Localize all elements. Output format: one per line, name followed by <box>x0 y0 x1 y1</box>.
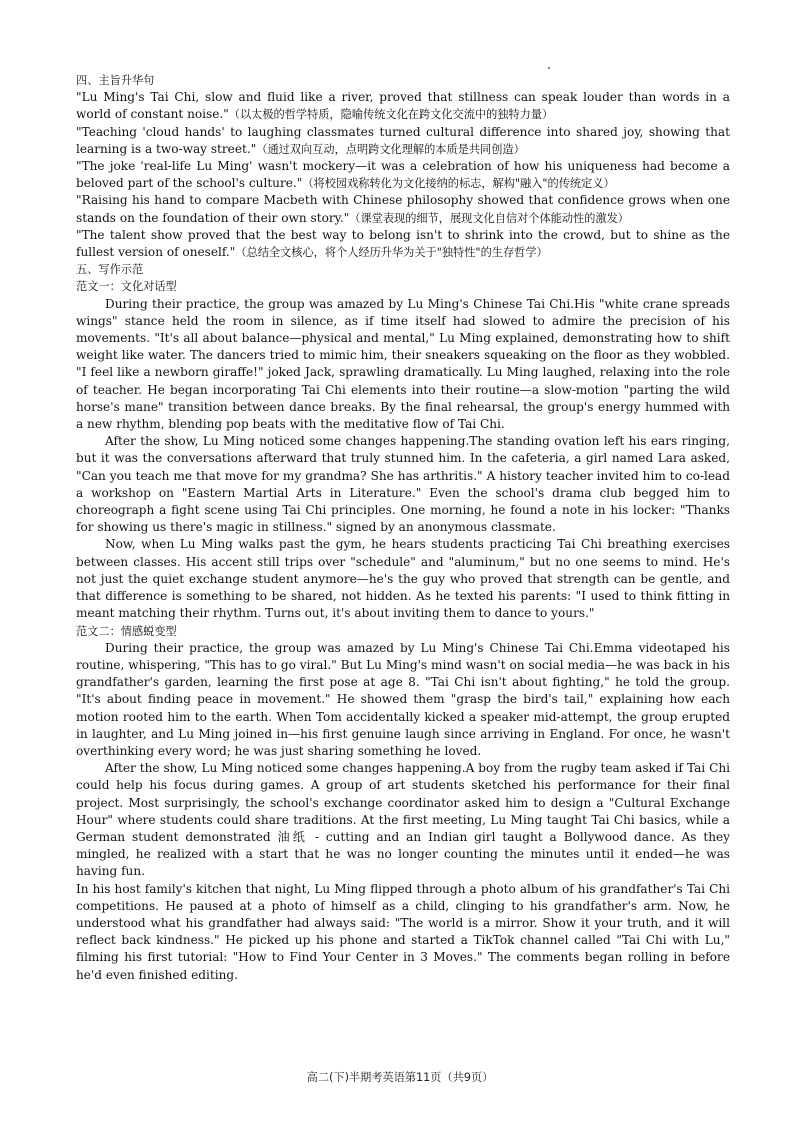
section-heading-4: 四、主旨升华句 <box>76 74 155 87</box>
essay-paragraph: After the show, Lu Ming noticed some changes happening.The standing ovation left his ears ringing, but it was the conversations afterward that truly stunned him. In the cafeteria, a girl named Lara asked, "Can you teach me that move for my grandma? She has arthritis." A history teacher invited him to co-lead a workshop on "Eastern Martial Arts in Literature." Even the school's drama club begged him to choreograph a fight scene using Tai Chi principles. One morning, he found a note in his locker: "Thanks for showing us there's magic in stillness." signed by an anonymous classmate. <box>76 434 730 535</box>
essay-paragraph: During their practice, the group was amazed by Lu Ming's Chinese Tai Chi.Emma videotaped his routine, whispering, "This has to go viral." But Lu Ming's mind wasn't on social media—he was back in his grandfather's garden, learning the first pose at age 8. "Tai Chi isn't about fighting," he told the group. "It's about finding peace in movement." He showed them "grasp the bird's tail," explaining how each motion rooted him to the earth. When Tom accidentally kicked a speaker mid-attempt, the group erupted in laughter, and Lu Ming joined in—his first genuine laugh since arriving in England. For once, he wasn't overthinking every word; he was just sharing something he loved. <box>76 640 730 758</box>
quote-chinese-note: （总结全文核心，将个人经历升华为关于"独特性"的生存哲学） <box>235 246 548 260</box>
quote-line <box>76 158 730 192</box>
quote-line <box>76 89 730 123</box>
quote-line <box>76 192 730 226</box>
section-heading-5: 五、写作示范 <box>76 263 144 277</box>
scan-speck <box>548 67 550 69</box>
quote-english: "The talent show proved that the best way to belong isn't to shrink into the crowd, but to shine as the fullest version of oneself." <box>76 227 730 260</box>
quote-chinese-note: （课堂表现的细节，展现文化自信对个体能动性的激发） <box>349 211 629 225</box>
essay-paragraph: During their practice, the group was amazed by Lu Ming's Chinese Tai Chi.His "white crane spreads wings" stance held the room in silence, as if time itself had slowed to admire the precision of his movements. "It's all about balance—physical and mental," Lu Ming explained, demonstrating how to shift weight like water. The dancers tried to mimic him, their sneakers squeaking on the floor as they wobbled. "I feel like a newborn giraffe!" joked Jack, sprawling dramatically. Lu Ming laughed, relaxing into the role of teacher. He began incorporating Tai Chi elements into their routine—a slow-motion "parting the wild horse's mane" transition between dance breaks. By the final rehearsal, the group's energy hummed with a new rhythm, blending pop beats with the meditative flow of Tai Chi. <box>76 296 730 432</box>
page-footer: 高二(下)半期考英语第11页（共9页） <box>306 1071 494 1084</box>
quote-english: "The joke 'real-life Lu Ming' wasn't mockery—it was a celebration of how his uniqueness had become a beloved part of the school's culture." <box>76 159 730 191</box>
quote-english: "Lu Ming's Tai Chi, slow and fluid like a river, proved that stillness can speak louder than words in a world of constant noise." <box>76 90 730 122</box>
essay-title-2: 范文二：情感蜕变型 <box>76 624 177 638</box>
quote-english: "Teaching 'cloud hands' to laughing classmates turned cultural difference into shared joy, showing that learning is a two-way street." <box>76 124 730 156</box>
quote-chinese-note: （将校园戏称转化为文化接纳的标志，解构"融入"的传统定义） <box>302 177 615 191</box>
quote-line <box>76 227 730 261</box>
quote-chinese-note: （以太极的哲学特质，隐喻传统文化在跨文化交流中的独特力量） <box>228 108 554 122</box>
essay-paragraph: In his host family's kitchen that night, Lu Ming flipped through a photo album of his grandfather's Tai Chi competitions. He paused at a photo of himself as a child, clinging to his grandfather's arm. Now, he understood what his grandfather had always said: "The world is a mirror. Show it your truth, and it will reflect back kindness." He picked up his phone and started a TikTok channel called "Tai Chi with Lu," filming his first tutorial: "How to Find Your Center in 3 Moves." The comments began rolling in before he'd even finished editing. <box>76 881 730 982</box>
quote-line <box>76 124 730 158</box>
essay-paragraph: Now, when Lu Ming walks past the gym, he hears students practicing Tai Chi breathing exercises between classes. His accent still trips over "schedule" and "aluminum," but no one seems to mind. He's not just the quiet exchange student anymore—he's the guy who proved that strength can be gentle, and that difference is something to be shared, not hidden. As he texted his parents: "I used to think fitting in meant matching their rhythm. Turns out, it's about inviting them to dance to yours." <box>76 537 730 621</box>
quote-chinese-note: （通过双向互动，点明跨文化理解的本质是共同创造） <box>256 142 525 156</box>
quote-english: "Raising his hand to compare Macbeth with Chinese philosophy showed that confidence grows when one stands on the foundation of their own story." <box>76 193 730 225</box>
essay-title-1: 范文一：文化对话型 <box>76 280 177 294</box>
essay-paragraph: After the show, Lu Ming noticed some changes happening.A boy from the rugby team asked if Tai Chi could help his focus during games. A group of art students sketched his performance for their final project. Most surprisingly, the school's exchange coordinator asked him to design a "Cultural Exchange Hour" where students could share traditions. At the first meeting, Lu Ming taught Tai Chi basics, while a German student demonstrated 油纸 - cutting and an Indian girl taught a Bollywood dance. As they mingled, he realized with a start that he was no longer counting the minutes until it ended—he was having fun. <box>76 761 730 879</box>
